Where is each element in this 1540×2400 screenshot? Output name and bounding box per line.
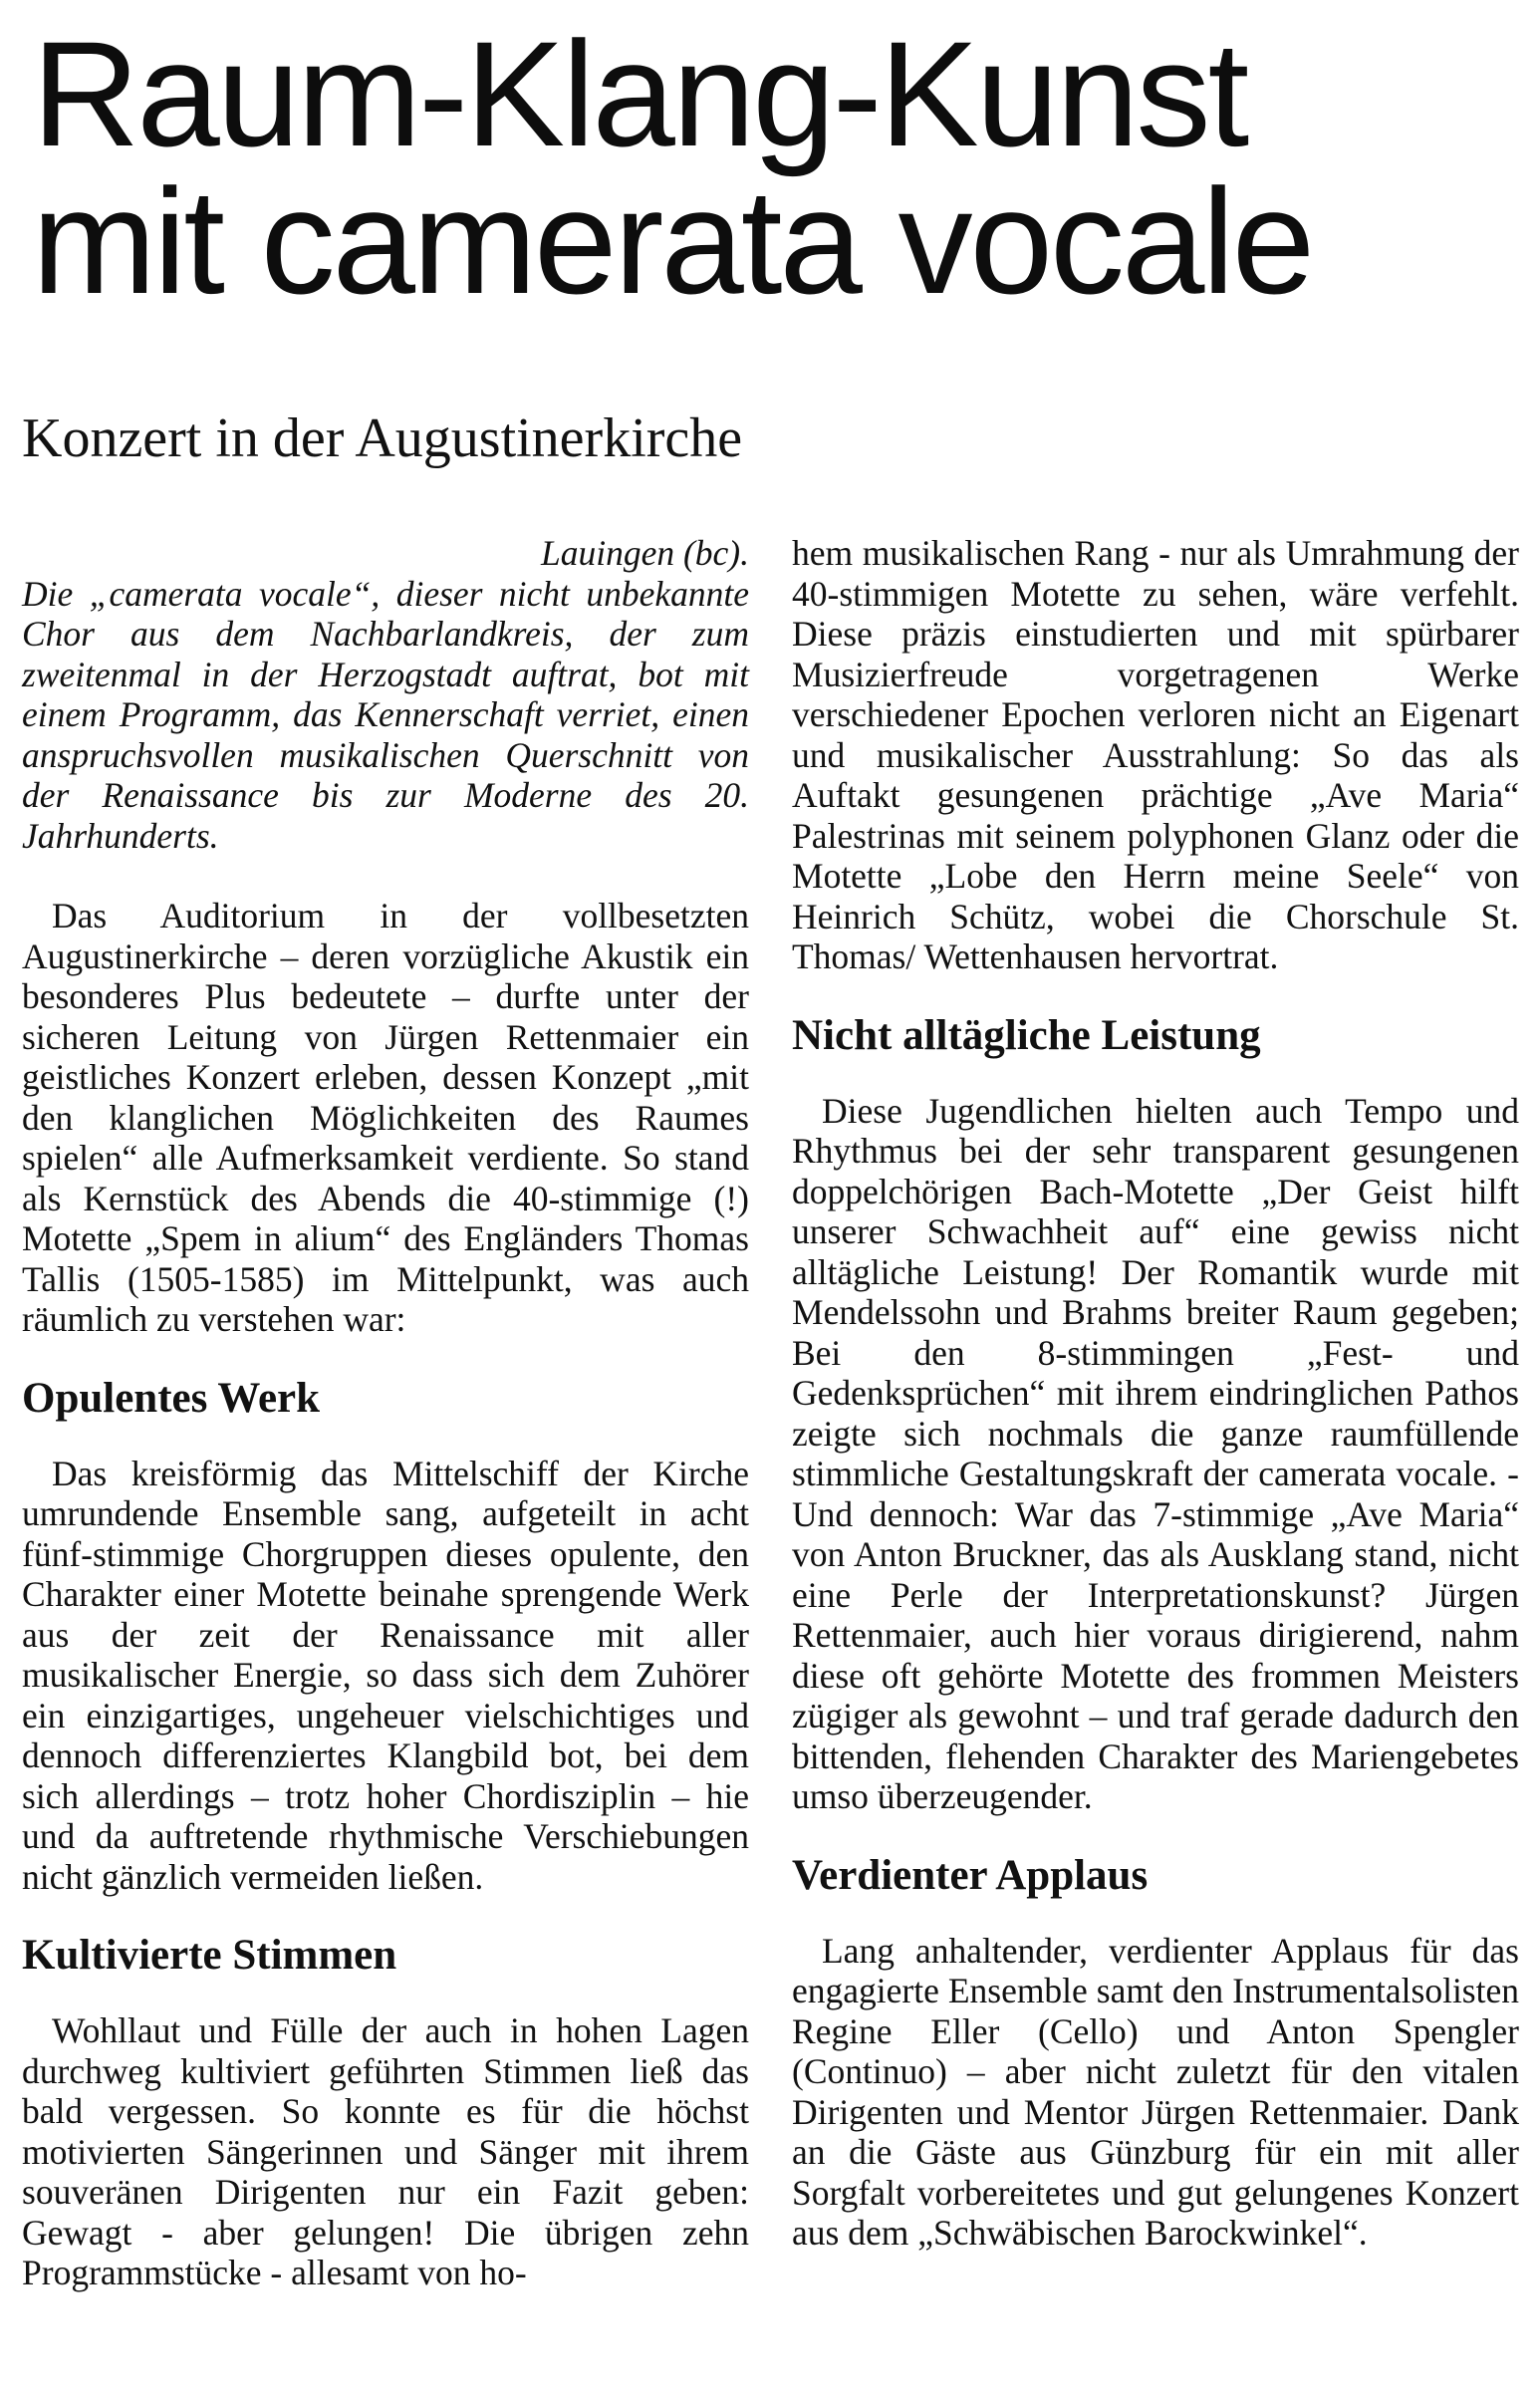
headline [32,10,1506,325]
body-paragraph-opulentes-werk: Das kreisförmig das Mittelschiff der Kirche umrundende Ensemble sang, aufgeteilt in acht fünf-stimmige Chorgruppen dieses opulente, den Charakter einer Motette beinahe sprengende Werk aus der zeit der Renaissance mit aller musikalischer Energie, so dass sich dem Zuhörer ein einzigartiges, ungeheuer vielschichtiges und dennoch differenziertes Klangbild bot, bei dem sich allerdings – trotz hoher Chordisziplin – hie und da auftretende rhythmische Verschiebungen nicht gänzlich vermeiden ließen. [22,1453,749,1897]
dateline: Lauingen (bc). [540,533,749,573]
article-column-right [792,533,1519,2254]
body-paragraph-1: Das Auditorium in der vollbesetzten Augustinerkirche – deren vorzügliche Akustik ein besonderes Plus bedeutete – durfte unter der sicheren Leitung von Jürgen Rettenmaier ein geistliches Konzert erleben, dessen Konzept „mit den klanglichen Möglichkeiten des Raumes spielen“ alle Aufmerksamkeit verdiente. So stand als Kernstück des Abends die 40-stimmige (!) Motette „Spem in alium“ des Engländers Thomas Tallis (1505-1585) im Mittelpunkt, was auch räumlich zu verstehen war: [22,896,749,1339]
section-heading-kultivierte-stimmen: Kultivierte Stimmen [22,1932,397,1979]
section-heading-verdienter-applaus: Verdienter Applaus [792,1851,1149,1899]
headline-line-1: Raum-Klang-Kunst [32,10,1247,177]
body-paragraph-kultivierte-stimmen: Wohllaut und Fülle der auch in hohen Lagen durchweg kultiviert geführten Stimmen ließ das bald vergessen. So konnte es für die höchst motivierten Sängerinnen und Sänger mit ihrem souveränen Dirigenten nur ein Fazit geben: Gewagt - aber gelungen! Die übrigen zehn Programmstücke - allesamt von ho- [22,2010,749,2292]
lead-text: Die „camerata vocale“, dieser nicht unbekannte Chor aus dem Nachbarlandkreis, der zum zweitenmal in der Herzogstadt auftrat, bot mit einem Programm, das Kennerschaft verriet, einen anspruchsvollen musikalischen Querschnitt von der Renaissance bis zur Moderne des 20. Jahrhunderts. [22,573,749,856]
article-column-left [22,533,749,2293]
body-paragraph-kultivierte-stimmen-continued: hem musikalischen Rang - nur als Umrahmung der 40-stimmigen Motette zu sehen, wäre verfehlt. Diese präzis einstudierten und mit spürbarer Musizierfreude vorgetragenen Werke verschiedener Epochen verloren nicht an Eigenart und musikalischer Ausstrahlung: So das als Auftakt gesungenen prächtige „Ave Maria“ Palestrinas mit seinem polyphonen Glanz oder die Motette „Lobe den Herrn meine Seele“ von Heinrich Schütz, wobei die Chorschule St. Thomas/ Wettenhausen hervortrat. [792,533,1519,976]
section-heading-opulentes-werk: Opulentes Werk [22,1374,321,1422]
body-paragraph-nicht-alltaegliche-leistung: Diese Jugendlichen hielten auch Tempo und Rhythmus bei der sehr transparent gesungenen doppelchörigen Bach-Motette „Der Geist hilft unserer Schwachheit auf“ eine gewiss nicht alltägliche Leistung! Der Romantik wurde mit Mendelssohn und Brahms breiter Raum gegeben; Bei den 8-stimmingen „Fest- und Gedenksprüchen“ mit ihrem eindringlichen Pathos zeigte sich nochmals die ganze raumfüllende stimmliche Gestaltungskraft der camerata vocale. - Und dennoch: War das 7-stimmige „Ave Maria“ von Anton Bruckner, das als Ausklang stand, nicht eine Perle der Interpretationskunst? Jürgen Rettenmaier, auch hier voraus dirigierend, nahm diese oft gehörte Motette des frommen Meisters zügiger als gewohnt – und traf gerade dadurch den bittenden, flehenden Charakter des Mariengebetes umso überzeugender. [792,1090,1519,1816]
lead-paragraph [22,533,749,856]
section-heading-nicht-alltaegliche-leistung: Nicht alltägliche Leistung [792,1011,1261,1059]
body-paragraph-verdienter-applaus: Lang anhaltender, verdienter Applaus für das engagierte Ensemble samt den Instrumentalsolisten Regine Eller (Cello) und Anton Spengler (Continuo) – aber nicht zuletzt für den vitalen Dirigenten und Mentor Jürgen Rettenmaier. Dank an die Gäste aus Günzburg für ein mit aller Sorgfalt vorbereitetes und gut gelungenes Konzert aus dem „Schwäbischen Barockwinkel“. [792,1930,1519,2253]
headline-line-2: mit camerata vocale [32,157,1313,325]
subheadline: Konzert in der Augustinerkirche [22,407,743,469]
